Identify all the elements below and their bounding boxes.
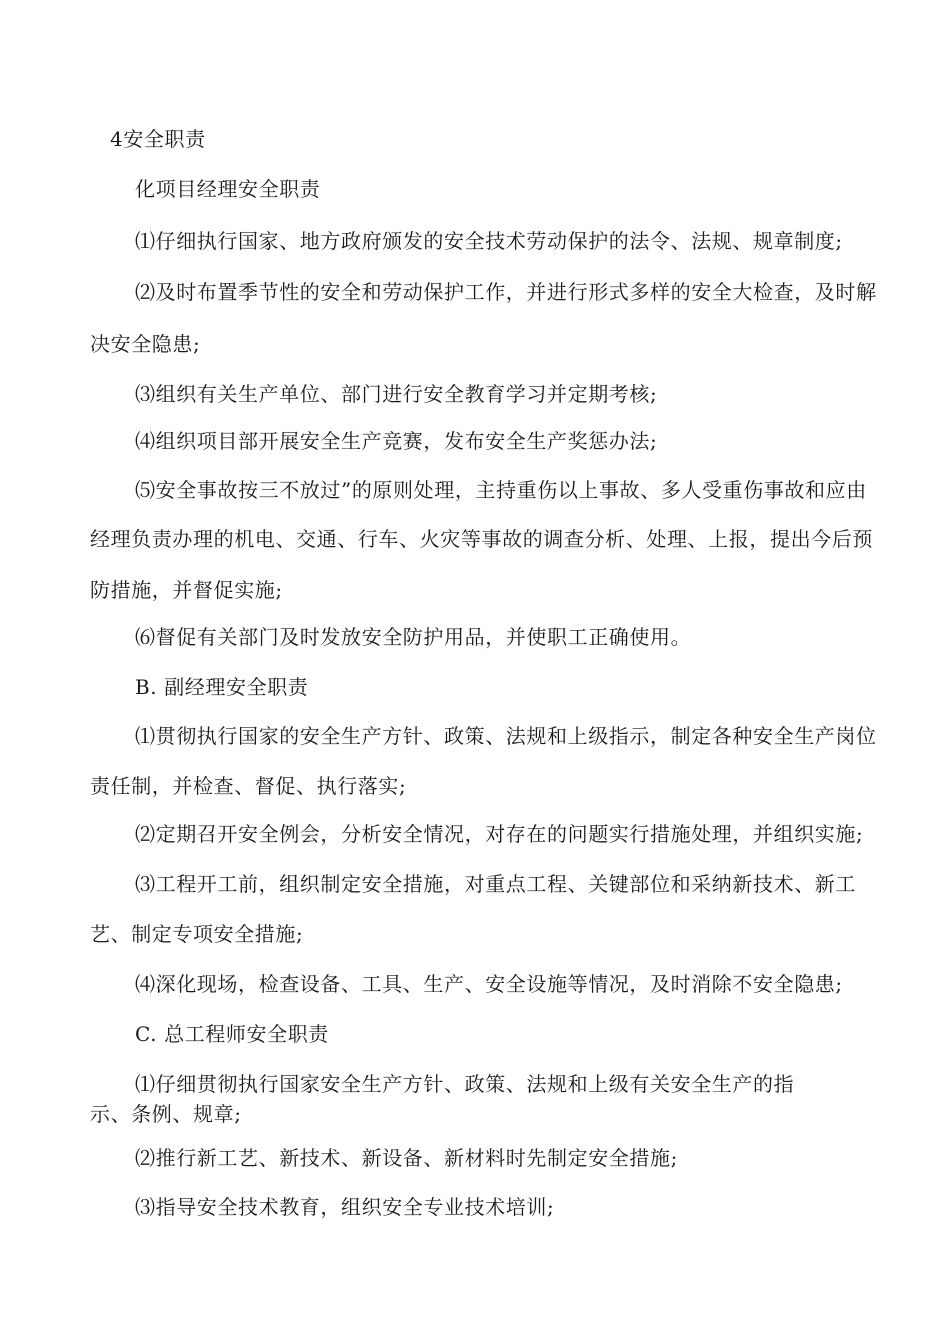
paragraph-line: ⑶指导安全技术教育，组织安全专业技术培训; bbox=[135, 1195, 555, 1219]
paragraph-line: ⑵定期召开安全例会，分析安全情况，对存在的问题实行措施处理，并组织实施; bbox=[135, 822, 864, 846]
section-heading: 4安全职责 bbox=[110, 127, 206, 151]
paragraph-line: ⑴贯彻执行国家的安全生产方针、政策、法规和上级指示，制定各种安全生产岗位 bbox=[135, 724, 877, 748]
paragraph-line: 示、条例、规章; bbox=[90, 1102, 242, 1126]
subsection-heading: 化项目经理安全职责 bbox=[135, 177, 321, 201]
paragraph-line: ⑵推行新工艺、新技术、新设备、新材料时先制定安全措施; bbox=[135, 1146, 678, 1170]
paragraph-line: ⑴仔细执行国家、地方政府颁发的安全技术劳动保护的法令、法规、规章制度; bbox=[135, 229, 843, 253]
paragraph-line: ⑶工程开工前，组织制定安全措施，对重点工程、关键部位和采纳新技术、新工 bbox=[135, 872, 856, 896]
paragraph-line: 防措施，并督促实施; bbox=[90, 578, 283, 602]
paragraph-line: 责任制，并检查、督促、执行落实; bbox=[90, 774, 407, 798]
paragraph-line: 艺、制定专项安全措施; bbox=[90, 922, 304, 946]
paragraph-line: ⑶组织有关生产单位、部门进行安全教育学习并定期考核; bbox=[135, 382, 658, 406]
paragraph-line: ⑵及时布置季节性的安全和劳动保护工作，并进行形式多样的安全大检查，及时解 bbox=[135, 280, 877, 304]
subsection-heading: B. 副经理安全职责 bbox=[135, 675, 309, 699]
paragraph-line: ⑷组织项目部开展安全生产竞赛，发布安全生产奖惩办法; bbox=[135, 429, 658, 453]
paragraph-line: 经理负责办理的机电、交通、行车、火灾等事故的调查分析、处理、上报，提出今后预 bbox=[90, 527, 873, 551]
paragraph-line: ⑹督促有关部门及时发放安全防护用品，并使职工正确使用。 bbox=[135, 625, 692, 649]
paragraph-line: ⑷深化现场，检查设备、工具、生产、安全设施等情况，及时消除不安全隐患; bbox=[135, 972, 843, 996]
paragraph-line: 决安全隐患; bbox=[90, 332, 201, 356]
subsection-heading: C. 总工程师安全职责 bbox=[135, 1022, 329, 1046]
paragraph-line: ⑴仔细贯彻执行国家安全生产方针、政策、法规和上级有关安全生产的指 bbox=[135, 1072, 795, 1096]
paragraph-line: ⑸安全事故按三不放过”的原则处理，主持重伤以上事故、多人受重伤事故和应由 bbox=[135, 478, 867, 502]
